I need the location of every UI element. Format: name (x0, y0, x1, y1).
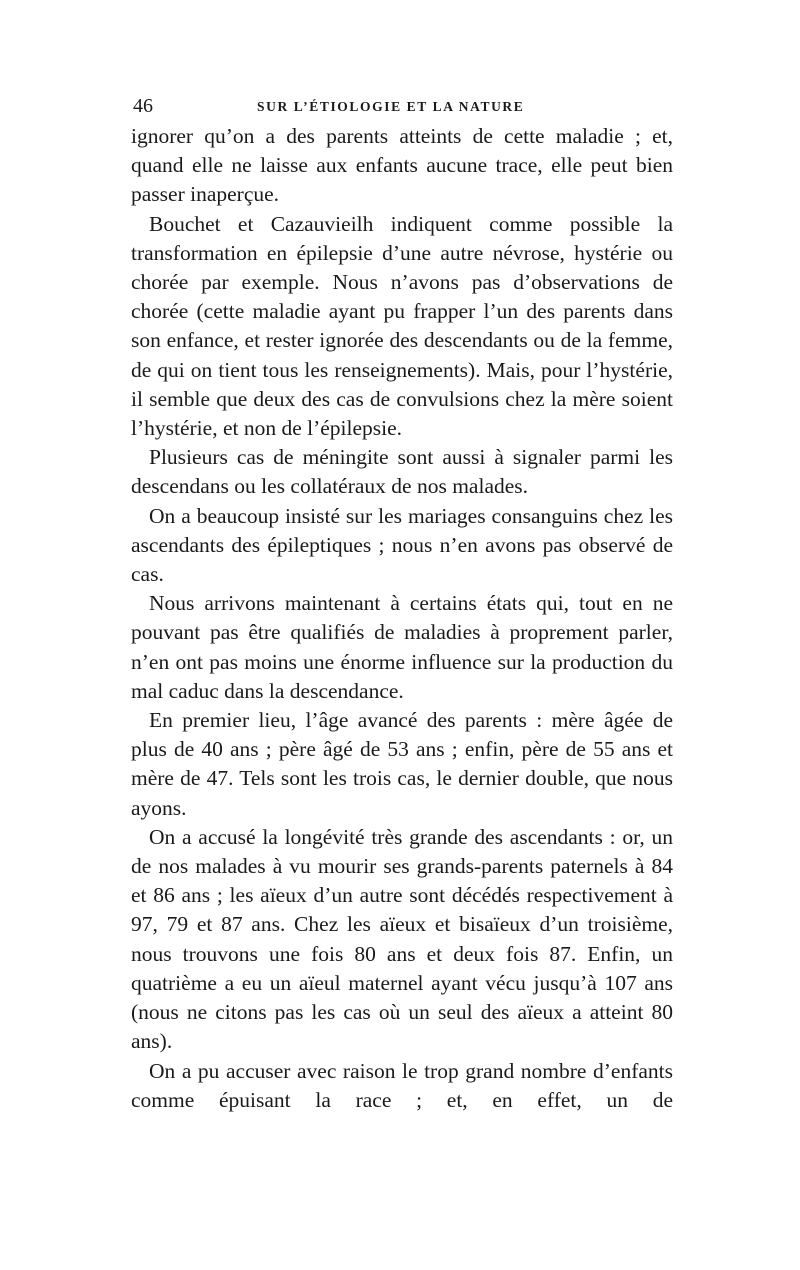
paragraph-mariages-consanguins: On a beaucoup insisté sur les mariages consanguins chez les ascendants des épileptiques ; nous n’en avons pas observé de cas. (131, 503, 673, 587)
paragraph-nombre-enfants: On a pu accuser avec raison le trop grand nombre d’enfants comme épuisant la race ; et, en effet, un de (131, 1058, 673, 1112)
paragraph-age-avance: En premier lieu, l’âge avancé des parents : mère âgée de plus de 40 ans ; père âgé de 53 ans ; enfin, père de 55 ans et mère de 47. Tels sont les trois cas, le dernier double, que nous ayons. (131, 708, 673, 820)
page-number: 46 (133, 95, 153, 117)
paragraph-etats: Nous arrivons maintenant à certains états qui, tout en ne pouvant pas être qualifiés de maladies à proprement parler, n’en ont pas moins une énorme influence sur la production du mal caduc dans la descendance. (131, 591, 673, 703)
paragraph-meningite: Plusieurs cas de méningite sont aussi à signaler parmi les descendans ou les collatéraux de nos malades. (131, 445, 673, 499)
body-text (131, 122, 673, 1115)
running-head (131, 92, 673, 120)
running-head-title: SUR L’ÉTIOLOGIE ET LA NATURE (257, 99, 525, 114)
paragraph-continuation: ignorer qu’on a des parents atteints de cette maladie ; et, quand elle ne laisse aux enfants aucune trace, elle peut bien passer inaperçue. (131, 124, 673, 207)
paragraph-bouchet-cazauvieilh: Bouchet et Cazauvieilh indiquent comme possible la transformation en épilepsie d’une autre névrose, hystérie ou chorée par exemple. Nous n’avons pas d’observations de chorée (cette maladie ayant pu frapper l’un des parents dans son enfance, et rester ignorée des descendants ou de la femme, de qui on tient tous les renseignements). Mais, pour l’hystérie, il semble que deux des cas de convulsions chez la mère soient l’hystérie, et non de l’épilepsie. (131, 211, 673, 441)
paragraph-longevite: On a accusé la longévité très grande des ascendants : or, un de nos malades à vu mourir ses grands-parents paternels à 84 et 86 ans ; les aïeux d’un autre sont décédés respectivement à 97, 79 et 87 ans. Chez les aïeux et bisaïeux d’un troisième, nous trouvons une fois 80 ans et deux fois 87. Enfin, un quatrième a eu un aïeul maternel ayant vécu jusqu’à 107 ans (nous ne citons pas les cas où un seul des aïeux a atteint 80 ans). (131, 824, 673, 1054)
book-page (131, 92, 673, 1115)
